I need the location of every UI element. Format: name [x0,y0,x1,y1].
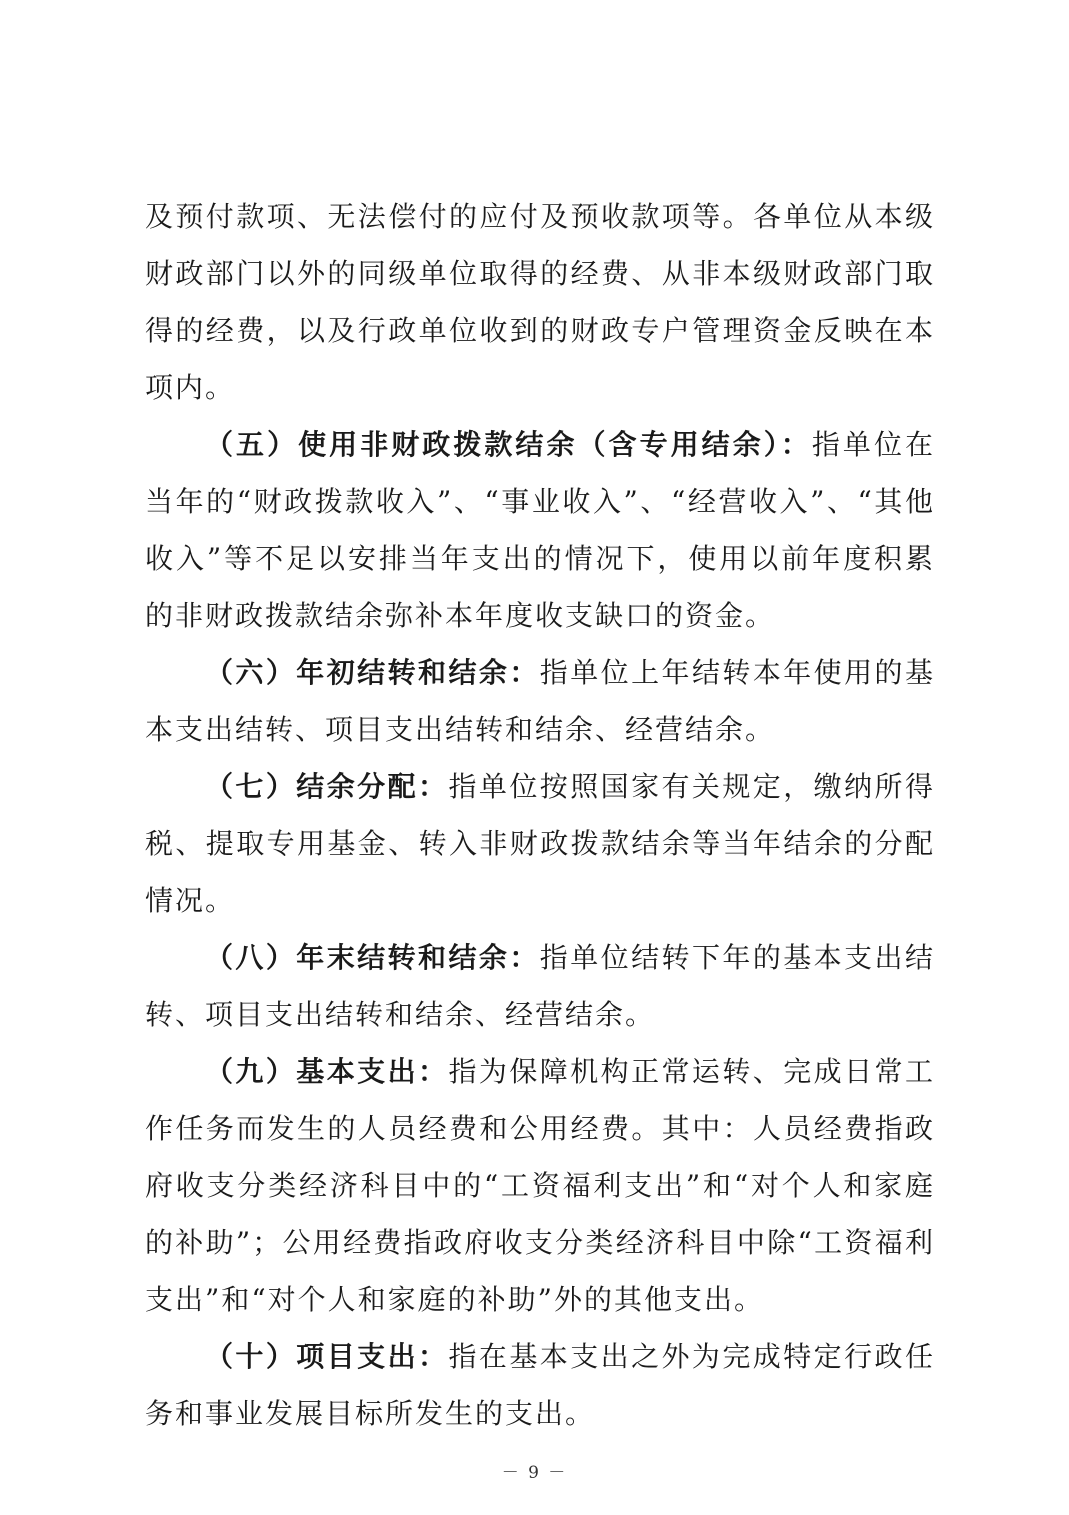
paragraph-text: 指单位结转下年的基本支出结转、项目支出结转和结余、经营结余。 [145,941,935,1031]
paragraph-heading: （九）基本支出： [205,1055,449,1088]
paragraph-item-6 [145,644,935,758]
paragraph-heading: （七）结余分配： [205,770,449,803]
paragraph-heading: （六）年初结转和结余： [205,656,540,689]
paragraph-item-9 [145,1043,935,1328]
paragraph-item-10 [145,1328,935,1442]
paragraph-item-8 [145,929,935,1043]
paragraph-text: 指单位上年结转本年使用的基本支出结转、项目支出结转和结余、经营结余。 [145,656,935,746]
paragraph-heading: （五）使用非财政拨款结余（含专用结余）： [205,428,812,461]
paragraph-text: 指单位按照国家有关规定，缴纳所得税、提取专用基金、转入非财政拨款结余等当年结余的分配情况。 [145,770,935,917]
paragraph-text: 及预付款项、无法偿付的应付及预收款项等。各单位从本级财政部门以外的同级单位取得的经费、从非本级财政部门取得的经费，以及行政单位收到的财政专户管理资金反映在本项内。 [145,200,935,404]
paragraph-text: 指单位在当年的“财政拨款收入”、“事业收入”、“经营收入”、“其他收入”等不足以安排当年支出的情况下，使用以前年度积累的非财政拨款结余弥补本年度收支缺口的资金。 [145,428,935,632]
paragraph-heading: （八）年末结转和结余： [205,941,540,974]
paragraph-text: 指为保障机构正常运转、完成日常工作任务而发生的人员经费和公用经费。其中：人员经费指政府收支分类经济科目中的“工资福利支出”和“对个人和家庭的补助”；公用经费指政府收支分类经济科目中除“工资福利支出”和“对个人和家庭的补助”外的其他支出。 [145,1055,935,1316]
paragraph-text: 指在基本支出之外为完成特定行政任务和事业发展目标所发生的支出。 [145,1340,935,1430]
paragraph-item-7 [145,758,935,929]
document-body [145,188,935,1442]
paragraph-item-5 [145,416,935,644]
page-number: － 9 － [501,1463,568,1483]
paragraph-heading: （十）项目支出： [205,1340,449,1373]
paragraph-continuation [145,188,935,416]
